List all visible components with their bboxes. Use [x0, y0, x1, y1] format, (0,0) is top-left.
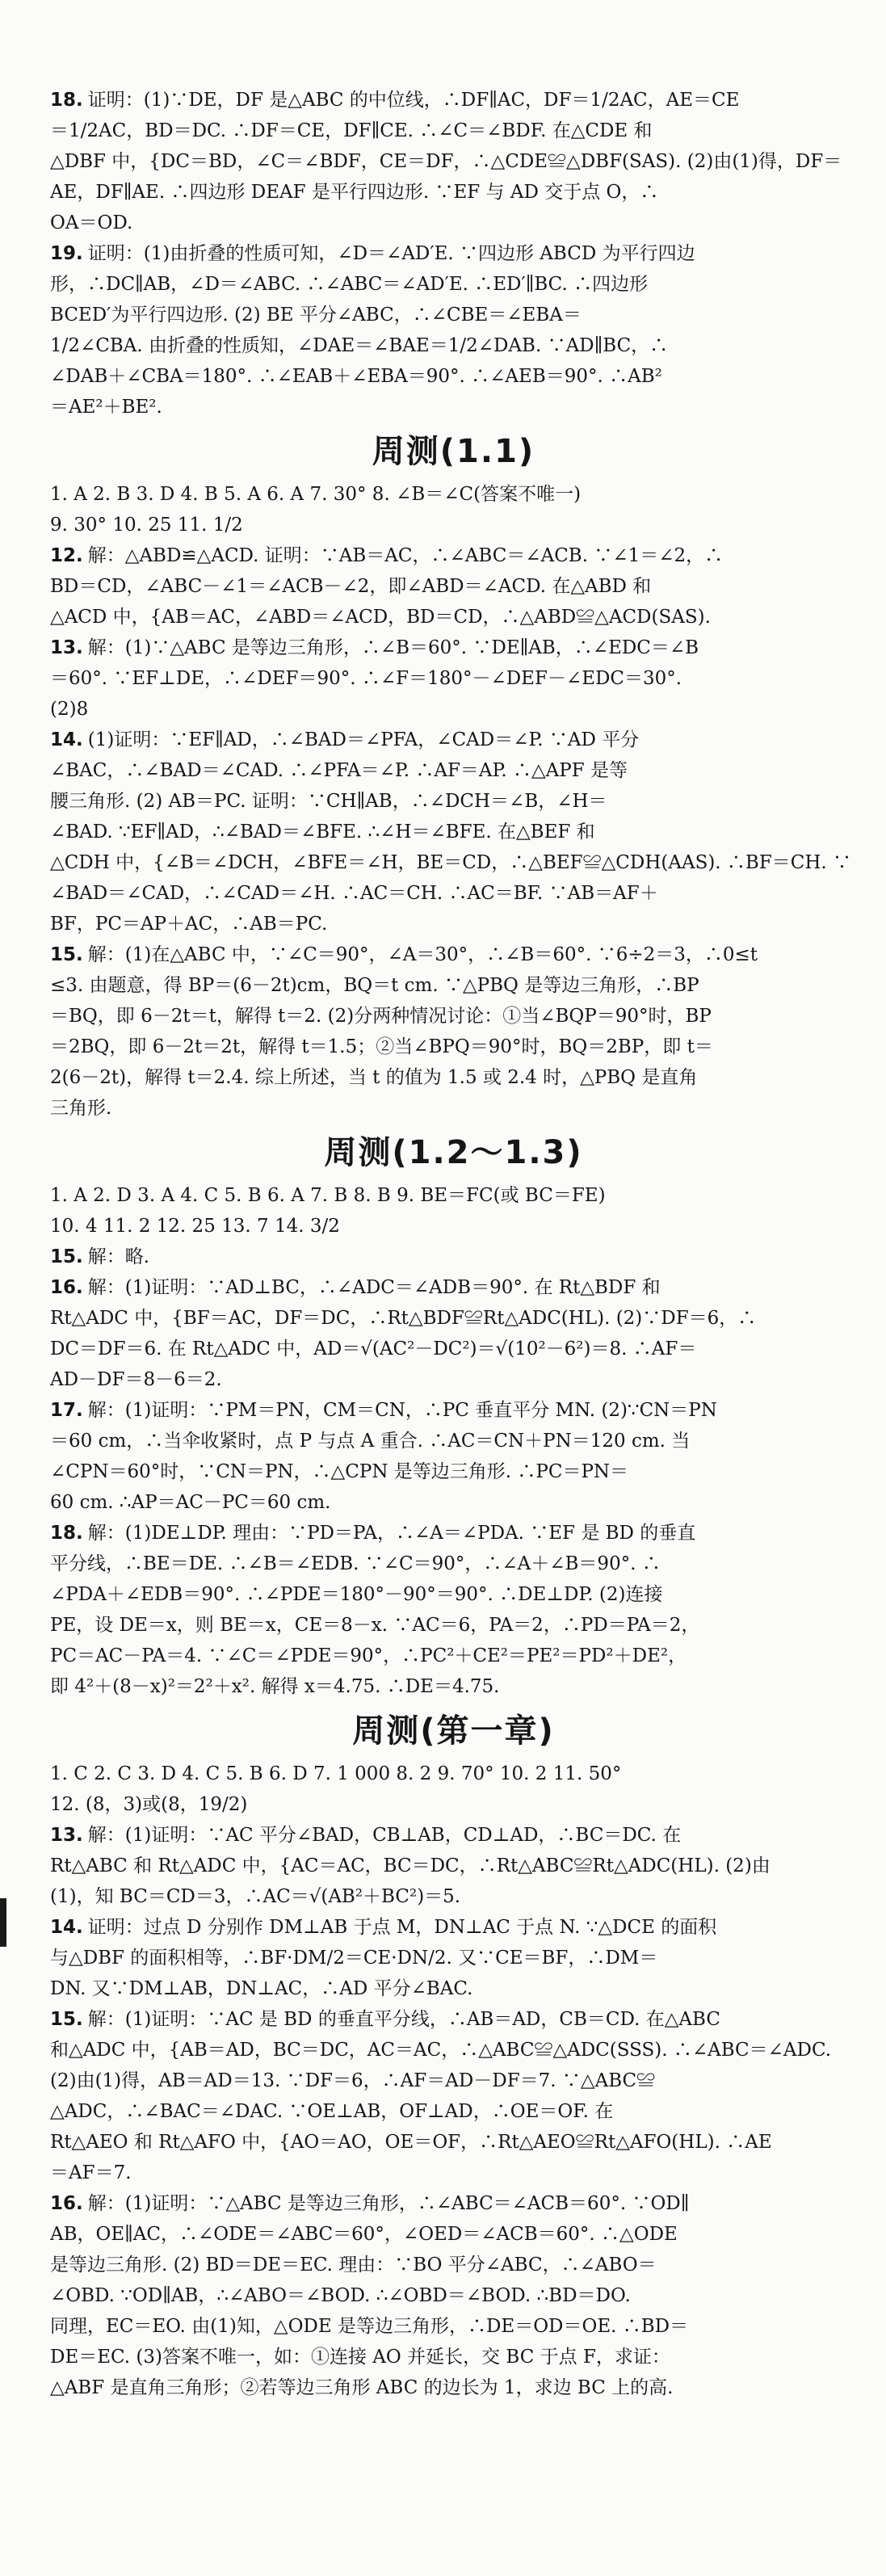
text-line: Rt△ABC 和 Rt△ADC 中，{AC＝AC，BC＝DC，∴Rt△ABC≌Rt△ADC(HL). (2)由 — [50, 1855, 771, 1876]
text-line: (2)8 — [50, 699, 89, 720]
text-line: 13. 解：(1)∵△ABC 是等边三角形，∴∠B＝60°. ∵DE∥AB，∴∠EDC＝∠B — [50, 637, 699, 658]
section-chapter-1 — [50, 1759, 857, 2403]
text-line: (2)由(1)得，AB＝AD＝13. ∵DF＝6，∴AF＝AD－DF＝7. ∵△ABC≌ — [50, 2070, 656, 2091]
text-line: △CDH 中，{∠B＝∠DCH，∠BFE＝∠H，BE＝CD，∴△BEF≌△CDH(AAS). ∴BF＝CH. ∵ — [50, 852, 852, 873]
text-line: 与△DBF 的面积相等，∴BF·DM/2＝CE·DN/2. 又∵CE＝BF，∴DM＝ — [50, 1948, 658, 1969]
text-line: Rt△AEO 和 Rt△AFO 中，{AO＝AO，OE＝OF，∴Rt△AEO≌Rt△AFO(HL). ∴AE — [50, 2132, 772, 2153]
text-line: 三角形. — [50, 1098, 112, 1119]
text-line: Rt△ADC 中，{BF＝AC，DF＝DC，∴Rt△BDF≌Rt△ADC(HL). (2)∵DF＝6，∴ — [50, 1308, 757, 1329]
text-line: △ACD 中，{AB＝AC，∠ABD＝∠ACD，BD＝CD，∴△ABD≌△ACD(SAS). — [50, 607, 711, 628]
text-line: 18. 解：(1)DE⊥DP. 理由：∵PD＝PA，∴∠A＝∠PDA. ∵EF 是 BD 的垂直 — [50, 1523, 696, 1544]
section-1-1 — [50, 479, 857, 1124]
text-line: ≤3. 由题意，得 BP＝(6－2t)cm，BQ＝t cm. ∵△PBQ 是等边三角形，∴BP — [50, 975, 699, 996]
section-title-chapter-1: 周测(第一章) — [352, 1712, 555, 1750]
text-line: ＝2BQ，即 6－2t＝2t，解得 t＝1.5；②当∠BPQ＝90°时，BQ＝2BP，即 t＝ — [50, 1036, 713, 1057]
text-line: AD－DF＝8－6＝2. — [50, 1369, 222, 1390]
question-number: 12. — [50, 545, 83, 566]
question-number: 15. — [50, 2009, 83, 2030]
text-line: PC＝AC－PA＝4. ∵∠C＝∠PDE＝90°，∴PC²＋CE²＝PE²＝PD²＋DE²， — [50, 1645, 687, 1666]
question-number: 16. — [50, 1277, 83, 1298]
text-line: 是等边三角形. (2) BD＝DE＝EC. 理由：∵BO 平分∠ABC，∴∠ABO＝ — [50, 2255, 657, 2276]
question-number: 15. — [50, 1246, 83, 1267]
question-number: 14. — [50, 1917, 83, 1938]
text-line: 18. 证明：(1)∵DE，DF 是△ABC 的中位线，∴DF∥AC，DF＝1/2AC，AE＝CE — [50, 90, 740, 111]
section-title-1-2-1-3: 周测(1.2～1.3) — [324, 1134, 583, 1171]
text-line: 16. 解：(1)证明：∵△ABC 是等边三角形，∴∠ABC＝∠ACB＝60°. ∵OD∥ — [50, 2193, 690, 2214]
question-number: 18. — [50, 1523, 83, 1544]
question-number: 18. — [50, 90, 83, 111]
text-line: ∠DAB＋∠CBA＝180°. ∴∠EAB＋∠EBA＝90°. ∴∠AEB＝90°. ∴AB² — [50, 366, 662, 387]
section-1-2-1-3 — [50, 1180, 857, 1702]
text-line: ∠BAC，∴∠BAD＝∠CAD. ∴∠PFA＝∠P. ∴AF＝AP. ∴△APF 是等 — [50, 760, 628, 781]
text-line: △DBF 中，{DC＝BD，∠C＝∠BDF，CE＝DF，∴△CDE≌△DBF(SAS). (2)由(1)得，DF＝ — [50, 151, 842, 172]
text-line: 腰三角形. (2) AB＝PC. 证明：∵CH∥AB，∴∠DCH＝∠B，∠H＝ — [50, 791, 607, 812]
question-number: 17. — [50, 1400, 83, 1421]
text-line: (1)，知 BC＝CD＝3，∴AC＝√(AB²＋BC²)＝5. — [50, 1886, 461, 1907]
question-number: 16. — [50, 2193, 83, 2214]
answers-18-19 — [50, 85, 857, 422]
text-line: ∠CPN＝60°时，∵CN＝PN，∴△CPN 是等边三角形. ∴PC＝PN＝ — [50, 1461, 629, 1482]
text-line: 12. (8，3)或(8，19/2) — [50, 1794, 248, 1815]
text-line: △ABF 是直角三角形；②若等边三角形 ABC 的边长为 1，求边 BC 上的高. — [50, 2377, 674, 2398]
text-line: 14. (1)证明：∵EF∥AD，∴∠BAD＝∠PFA，∠CAD＝∠P. ∵AD 平分 — [50, 729, 640, 750]
question-number: 13. — [50, 1825, 83, 1846]
text-line: 15. 解：(1)在△ABC 中，∵∠C＝90°，∠A＝30°，∴∠B＝60°. ∵6÷2＝3，∴0≤t — [50, 944, 758, 965]
question-number: 19. — [50, 243, 83, 264]
text-line: BF，PC＝AP＋AC，∴AB＝PC. — [50, 914, 328, 935]
question-number: 13. — [50, 637, 83, 658]
text-line: ＝BQ，即 6－2t＝t，解得 t＝2. (2)分两种情况讨论：①当∠BQP＝90°时，BP — [50, 1006, 712, 1027]
text-line: 16. 解：(1)证明：∵AD⊥BC，∴∠ADC＝∠ADB＝90°. 在 Rt△BDF 和 — [50, 1277, 661, 1298]
text-line: ∠BAD＝∠CAD，∴∠CAD＝∠H. ∴AC＝CH. ∴AC＝BF. ∵AB＝AF＋ — [50, 883, 658, 904]
text-line: ∠PDA＋∠EDB＝90°. ∴∠PDE＝180°－90°＝90°. ∴DE⊥DP. (2)连接 — [50, 1584, 663, 1605]
section-title-1-1: 周测(1.1) — [372, 433, 535, 470]
text-line: 13. 解：(1)证明：∵AC 平分∠BAD，CB⊥AB，CD⊥AD，∴BC＝DC. 在 — [50, 1825, 682, 1846]
text-line: DC＝DF＝6. 在 Rt△ADC 中，AD＝√(AC²－DC²)＝√(10²－6²)＝8. ∴AF＝ — [50, 1338, 697, 1359]
text-line: 形，∴DC∥AB，∠D＝∠ABC. ∴∠ABC＝∠AD′E. ∴ED′∥BC. ∴四边形 — [50, 274, 649, 295]
text-line: 即 4²＋(8－x)²＝2²＋x². 解得 x＝4.75. ∴DE＝4.75. — [50, 1676, 500, 1697]
text-line: 17. 解：(1)证明：∵PM＝PN，CM＝CN，∴PC 垂直平分 MN. (2)∵CN＝PN — [50, 1400, 717, 1421]
text-line: 60 cm. ∴AP＝AC－PC＝60 cm. — [50, 1492, 331, 1513]
text-line: ＝AE²＋BE². — [50, 397, 162, 418]
text-line: AB，OE∥AC，∴∠ODE＝∠ABC＝60°，∠OED＝∠ACB＝60°. ∴△ODE — [50, 2224, 678, 2245]
scan-edge-mark — [0, 1898, 6, 1947]
text-line: 10. 4 11. 2 12. 25 13. 7 14. 3/2 — [50, 1216, 340, 1237]
text-line: 和△ADC 中，{AB＝AD，BC＝DC，AC＝AC，∴△ABC≌△ADC(SSS). ∴∠ABC＝∠ADC. — [50, 2040, 832, 2061]
text-line: OA＝OD. — [50, 212, 133, 233]
question-number: 14. — [50, 729, 83, 750]
text-line: DE＝EC. (3)答案不唯一，如：①连接 AO 并延长，交 BC 于点 F，求证： — [50, 2347, 670, 2368]
text-line: 平分线，∴BE＝DE. ∴∠B＝∠EDB. ∵∠C＝90°，∴∠A＋∠B＝90°. ∴ — [50, 1553, 661, 1574]
text-line: BD＝CD，∠ABC－∠1＝∠ACB－∠2，即∠ABD＝∠ACD. 在△ABD 和 — [50, 576, 652, 597]
question-number: 15. — [50, 944, 83, 965]
text-line: 1. C 2. C 3. D 4. C 5. B 6. D 7. 1 000 8. 2 9. 70° 10. 2 11. 50° — [50, 1763, 622, 1784]
text-line: DN. 又∵DM⊥AB，DN⊥AC，∴AD 平分∠BAC. — [50, 1978, 473, 1999]
text-line: ＝AF＝7. — [50, 2162, 132, 2183]
text-line: ＝60°. ∵EF⊥DE，∴∠DEF＝90°. ∴∠F＝180°－∠DEF－∠EDC＝30°. — [50, 668, 682, 689]
text-line: 9. 30° 10. 25 11. 1/2 — [50, 515, 243, 536]
text-line: ＝60 cm，∴当伞收紧时，点 P 与点 A 重合. ∴AC＝CN＋PN＝120 cm. 当 — [50, 1431, 691, 1452]
text-line: 15. 解：略. — [50, 1246, 150, 1267]
text-line: ＝1/2AC，BD＝DC. ∴DF＝CE，DF∥CE. ∴∠C＝∠BDF. 在△CDE 和 — [50, 120, 653, 141]
text-line: △ADC，∴∠BAC＝∠DAC. ∵OE⊥AB，OF⊥AD，∴OE＝OF. 在 — [50, 2101, 614, 2122]
text-line: 14. 证明：过点 D 分别作 DM⊥AB 于点 M，DN⊥AC 于点 N. ∵△DCE 的面积 — [50, 1917, 717, 1938]
text-line: 1. A 2. D 3. A 4. C 5. B 6. A 7. B 8. B 9. BE＝FC(或 BC＝FE) — [50, 1185, 606, 1206]
text-line: 同理，EC＝EO. 由(1)知，△ODE 是等边三角形，∴DE＝OD＝OE. ∴BD＝ — [50, 2316, 689, 2337]
text-line: 1/2∠CBA. 由折叠的性质知，∠DAE＝∠BAE＝1/2∠DAB. ∵AD∥BC，∴ — [50, 335, 669, 356]
text-line: PE，设 DE＝x，则 BE＝x，CE＝8－x. ∵AC＝6，PA＝2，∴PD＝PA＝2， — [50, 1615, 700, 1636]
text-line: 15. 解：(1)证明：∵AC 是 BD 的垂直平分线，∴AB＝AD，CB＝CD. 在△ABC — [50, 2009, 720, 2030]
text-line: 2(6－2t)，解得 t＝2.4. 综上所述，当 t 的值为 1.5 或 2.4 时，△PBQ 是直角 — [50, 1067, 698, 1088]
text-line: 1. A 2. B 3. D 4. B 5. A 6. A 7. 30° 8. ∠B＝∠C(答案不唯一) — [50, 484, 582, 505]
text-line: ∠BAD. ∵EF∥AD，∴∠BAD＝∠BFE. ∴∠H＝∠BFE. 在△BEF 和 — [50, 822, 595, 843]
text-line: 12. 解：△ABD≌△ACD. 证明：∵AB＝AC，∴∠ABC＝∠ACB. ∵∠1＝∠2，∴ — [50, 545, 724, 566]
text-line: BCED′为平行四边形. (2) BE 平分∠ABC，∴∠CBE＝∠EBA＝ — [50, 305, 582, 326]
text-line: AE，DF∥AE. ∴四边形 DEAF 是平行四边形. ∵EF 与 AD 交于点 O，∴ — [50, 182, 659, 203]
text-line: 19. 证明：(1)由折叠的性质可知，∠D＝∠AD′E. ∵四边形 ABCD 为平行四边 — [50, 243, 695, 264]
text-line: ∠OBD. ∵OD∥AB，∴∠ABO＝∠BOD. ∴∠OBD＝∠BOD. ∴BD＝DO. — [50, 2285, 631, 2306]
